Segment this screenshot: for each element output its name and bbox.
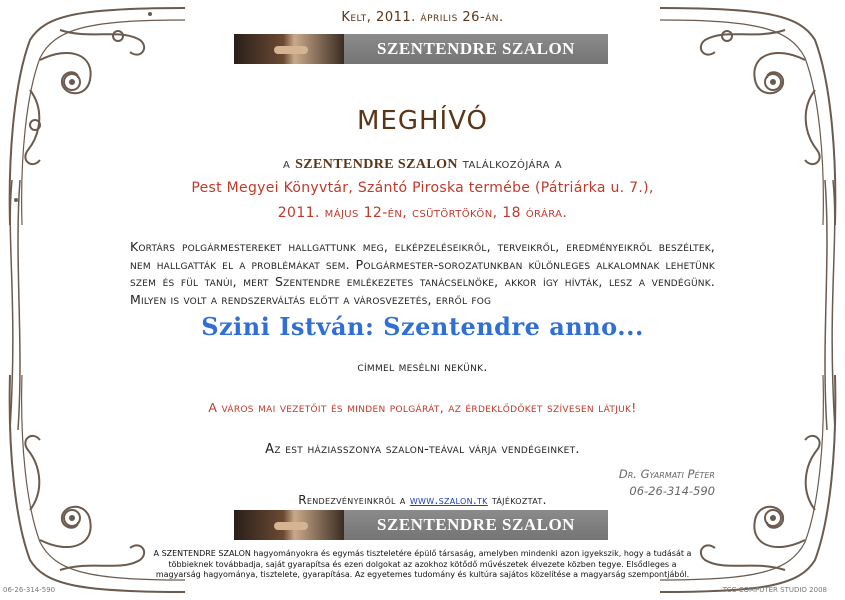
intro-paragraph: Kortárs polgármestereket hallgattunk meg, elképzeléseikről, terveikről, eredményeikről beszéltek, nem hallgatták el a problémákat sem. Polgármester-sorozatunkban különleges alkalomnak lehetünk szem és fül tanúi, mert Szentendre emlékezetes tanácselnöke, akkor így hívták, lesz a vendégünk. Milyen is volt a rendszerváltás előtt a városvezetés, erről fog: [130, 239, 715, 307]
invitation-line-1: [0, 156, 845, 173]
welcome-line: A város mai vezetőit és minden polgárát, az érdeklődőket szívesen látjuk!: [208, 400, 637, 415]
footer-description: A SZENTENDRE SZALON hagyományokra és egymás tiszteletére épülő társaság, amelyben mindenki azon igyekszik, hogy a tudását a többieknek továbbadja, saját gyarapítsa és ezen dolgokat az azokhoz kötődő művészetek élvezete közben tegye. Elsődleges a magyarság hagyománya, tisztelete, gyarapítása. Az egyetemes tudomány és kultúra sajátos közelítése a magyarság szempontjából.: [153, 549, 692, 579]
footer-code: 06-26-314-590: [3, 586, 56, 594]
header-banner: [234, 34, 608, 64]
line1-brand: SZENTENDRE SZALON: [295, 157, 458, 172]
handshake-photo: [234, 34, 344, 64]
lecture-title: Szini István: Szentendre anno...: [201, 312, 644, 341]
datetime-line: 2011. május 12-én, csütörtökön, 18 órára.: [277, 205, 568, 221]
info-suffix: tájékoztat.: [491, 493, 547, 507]
line1-prefix: a: [282, 156, 291, 172]
venue-line: Pest Megyei Könyvtár, Szántó Piroska termébe (Pátriárka u. 7.),: [191, 180, 654, 196]
lecture-subtitle: címmel mesélni nekünk.: [357, 359, 488, 374]
info-line: [0, 493, 845, 507]
signature-phone: 06-26-314-590: [629, 484, 715, 498]
issue-date: Kelt, 2011. április 26-án.: [341, 10, 504, 25]
info-prefix: Rendezvényeinkről a: [298, 493, 406, 507]
handshake-photo-footer: [234, 510, 344, 540]
footer-banner-title: SZENTENDRE SZALON: [377, 515, 575, 534]
hostess-line: Az est háziasszonya szalon-teával várja vendégeinket.: [265, 442, 580, 457]
website-link[interactable]: www.szalon.tk: [409, 493, 488, 507]
banner-title: SZENTENDRE SZALON: [377, 39, 575, 58]
footer-studio: TCC COMPUTER STUDIO 2008: [722, 586, 827, 594]
invitation-title: MEGHÍVÓ: [356, 106, 489, 136]
signature-name: Dr. Gyarmati Péter: [618, 467, 715, 481]
footer-banner: [234, 510, 608, 540]
line1-suffix: találkozójára a: [462, 156, 563, 172]
